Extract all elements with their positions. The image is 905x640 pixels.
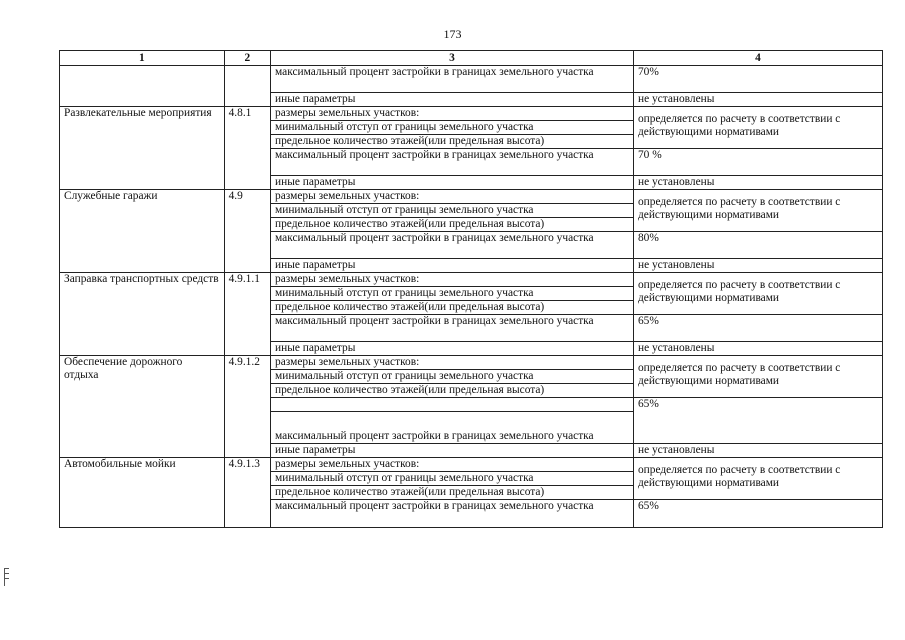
value-cell: определяется по расчету в соответствии с действующими нормативами — [633, 273, 882, 315]
param-cell: максимальный процент застройки в границах земельного участка — [271, 149, 634, 176]
param-cell: минимальный отступ от границы земельного участка — [271, 287, 634, 301]
use-code-cell: 4.9.1.2 — [224, 356, 270, 458]
param-cell: иные параметры — [271, 444, 634, 458]
param-cell: минимальный отступ от границы земельного участка — [271, 204, 634, 218]
value-cell: определяется по расчету в соответствии с действующими нормативами — [633, 107, 882, 149]
table-row — [60, 356, 883, 370]
empty-code-cell — [224, 66, 270, 107]
use-code-cell: 4.8.1 — [224, 107, 270, 190]
param-cell: предельное количество этажей(или предельная высота) — [271, 218, 634, 232]
header-col-3: 3 — [271, 51, 634, 66]
value-cell: 65% — [633, 315, 882, 342]
use-code-cell: 4.9.1.1 — [224, 273, 270, 356]
use-name-cell: Служебные гаражи — [60, 190, 225, 273]
param-cell: предельное количество этажей(или предельная высота) — [271, 135, 634, 149]
table-row — [60, 273, 883, 287]
header-col-2: 2 — [224, 51, 270, 66]
use-code-cell: 4.9.1.3 — [224, 458, 270, 528]
value-cell: не установлены — [633, 93, 882, 107]
header-col-4: 4 — [633, 51, 882, 66]
param-cell: размеры земельных участков: — [271, 458, 634, 472]
use-name-cell: Заправка транспортных средств — [60, 273, 225, 356]
param-cell: иные параметры — [271, 176, 634, 190]
param-cell: размеры земельных участков: — [271, 107, 634, 121]
header-col-1: 1 — [60, 51, 225, 66]
value-cell: не установлены — [633, 342, 882, 356]
param-cell: размеры земельных участков: — [271, 273, 634, 287]
table-row — [60, 107, 883, 121]
value-cell: определяется по расчету в соответствии с действующими нормативами — [633, 356, 882, 398]
header-row — [60, 51, 883, 66]
param-cell: предельное количество этажей(или предельная высота) — [271, 301, 634, 315]
table-row — [60, 190, 883, 204]
value-cell: 70 % — [633, 149, 882, 176]
value-cell: не установлены — [633, 444, 882, 458]
param-cell: максимальный процент застройки в границах земельного участка — [271, 412, 634, 444]
value-cell: не установлены — [633, 176, 882, 190]
param-cell: максимальный процент застройки в границах земельного участка — [271, 232, 634, 259]
value-cell: определяется по расчету в соответствии с действующими нормативами — [633, 190, 882, 232]
param-cell: размеры земельных участков: — [271, 190, 634, 204]
param-cell: максимальный процент застройки в границах земельного участка — [271, 66, 634, 93]
param-cell: максимальный процент застройки в границах земельного участка — [271, 500, 634, 528]
use-name-cell: Автомобильные мойки — [60, 458, 225, 528]
value-cell: 65% — [633, 500, 882, 528]
use-name-cell: Обеспечение дорожного отдыха — [60, 356, 225, 458]
param-cell: предельное количество этажей(или предельная высота) — [271, 486, 634, 500]
param-cell: максимальный процент застройки в границах земельного участка — [271, 315, 634, 342]
margin-scan-mark — [4, 568, 8, 586]
param-cell: минимальный отступ от границы земельного участка — [271, 121, 634, 135]
value-cell: 80% — [633, 232, 882, 259]
param-cell: минимальный отступ от границы земельного участка — [271, 472, 634, 486]
value-cell: определяется по расчету в соответствии с действующими нормативами — [633, 458, 882, 500]
regulations-table — [59, 50, 883, 528]
param-cell-empty — [271, 398, 634, 412]
param-cell: предельное количество этажей(или предельная высота) — [271, 384, 634, 398]
value-cell: не установлены — [633, 259, 882, 273]
table-row — [60, 66, 883, 93]
param-cell: иные параметры — [271, 93, 634, 107]
page-number: 173 — [443, 27, 462, 41]
value-cell: 70% — [633, 66, 882, 93]
use-code-cell: 4.9 — [224, 190, 270, 273]
value-cell: 65% — [633, 398, 882, 444]
use-name-cell: Развлекательные мероприятия — [60, 107, 225, 190]
empty-name-cell — [60, 66, 225, 107]
param-cell: минимальный отступ от границы земельного участка — [271, 370, 634, 384]
param-cell: иные параметры — [271, 342, 634, 356]
param-cell: иные параметры — [271, 259, 634, 273]
table-row — [60, 458, 883, 472]
param-cell: размеры земельных участков: — [271, 356, 634, 370]
